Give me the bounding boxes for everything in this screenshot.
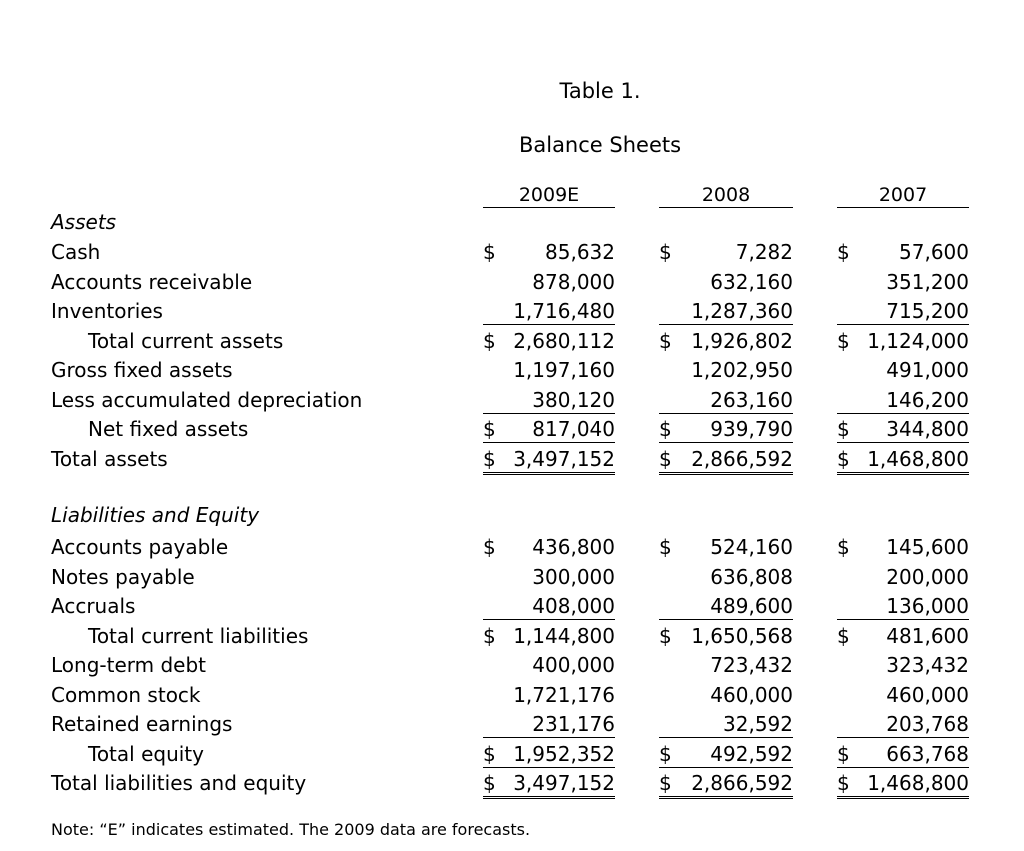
currency-symbol: $ <box>659 623 672 648</box>
table-row <box>0 268 1024 298</box>
value-cell <box>659 238 793 265</box>
cell-value: 1,721,176 <box>513 682 615 707</box>
row-label: Common stock <box>51 682 201 707</box>
table-row <box>0 592 1024 622</box>
value-cell <box>837 533 969 560</box>
currency-symbol: $ <box>837 741 850 766</box>
currency-symbol: $ <box>483 771 496 795</box>
table-title: Table 1. <box>559 79 641 103</box>
value-cell <box>837 710 969 738</box>
currency-symbol: $ <box>483 535 496 559</box>
value-cell <box>483 415 615 443</box>
cell-value: 1,926,802 <box>691 328 793 353</box>
cell-value: 723,432 <box>710 653 793 677</box>
cell-value: 663,768 <box>886 741 969 766</box>
value-cell <box>483 297 615 325</box>
currency-symbol: $ <box>837 240 850 264</box>
value-cell <box>837 297 969 325</box>
row-label: Accounts payable <box>51 535 229 559</box>
value-cell <box>659 356 793 383</box>
cell-value: 2,866,592 <box>691 446 793 471</box>
table-row <box>0 238 1024 268</box>
cell-value: 231,176 <box>532 712 615 736</box>
table-row <box>0 445 1024 475</box>
value-cell <box>837 327 969 354</box>
value-cell <box>837 356 969 383</box>
currency-symbol: $ <box>483 623 496 648</box>
row-label: Total liabilities and equity <box>51 771 307 795</box>
cell-value: 200,000 <box>886 564 969 589</box>
table-row <box>0 622 1024 652</box>
table-row <box>0 327 1024 357</box>
cell-value: 1,468,800 <box>867 771 969 795</box>
value-cell <box>483 622 615 649</box>
value-cell <box>483 740 615 768</box>
cell-value: 351,200 <box>886 269 969 294</box>
value-cell <box>483 769 615 799</box>
cell-value: 715,200 <box>886 299 969 323</box>
cell-value: 400,000 <box>532 653 615 677</box>
cell-value: 632,160 <box>710 269 793 294</box>
value-cell <box>483 268 615 295</box>
cell-value: 1,650,568 <box>691 623 793 648</box>
value-cell <box>837 238 969 265</box>
year-header-2009e: 2009E <box>483 183 615 208</box>
row-label: Accruals <box>51 594 136 618</box>
value-cell <box>837 268 969 295</box>
cell-value: 203,768 <box>886 712 969 736</box>
assets-section-label: Assets <box>51 210 117 234</box>
cell-value: 145,600 <box>886 535 969 559</box>
value-cell <box>483 386 615 414</box>
cell-value: 263,160 <box>710 387 793 412</box>
row-label: Net fixed assets <box>88 417 249 441</box>
value-cell <box>837 681 969 708</box>
value-cell <box>659 327 793 354</box>
value-cell <box>483 592 615 620</box>
cell-value: 3,497,152 <box>513 446 615 471</box>
cell-value: 481,600 <box>886 623 969 648</box>
year-header-2008: 2008 <box>659 183 793 208</box>
cell-value: 939,790 <box>710 417 793 441</box>
value-cell <box>659 769 793 799</box>
cell-value: 2,680,112 <box>513 328 615 353</box>
cell-value: 1,287,360 <box>691 299 793 323</box>
cell-value: 323,432 <box>886 653 969 677</box>
table-row <box>0 681 1024 711</box>
table-subtitle: Balance Sheets <box>518 133 682 157</box>
row-label: Total current liabilities <box>88 623 309 648</box>
cell-value: 492,592 <box>710 741 793 766</box>
currency-symbol: $ <box>483 417 496 441</box>
currency-symbol: $ <box>837 417 850 441</box>
currency-symbol: $ <box>837 328 850 353</box>
value-cell <box>483 710 615 738</box>
currency-symbol: $ <box>837 535 850 559</box>
row-label: Notes payable <box>51 564 195 589</box>
cell-value: 636,808 <box>710 564 793 589</box>
cell-value: 3,497,152 <box>513 771 615 795</box>
currency-symbol: $ <box>837 623 850 648</box>
cell-value: 2,866,592 <box>691 771 793 795</box>
value-cell <box>483 356 615 383</box>
cell-value: 1,716,480 <box>513 299 615 323</box>
cell-value: 460,000 <box>710 682 793 707</box>
cell-value: 32,592 <box>723 712 793 736</box>
row-label: Total equity <box>88 741 204 766</box>
value-cell <box>483 533 615 560</box>
value-cell <box>659 445 793 475</box>
value-cell <box>659 268 793 295</box>
currency-symbol: $ <box>659 446 672 471</box>
value-cell <box>837 740 969 768</box>
cell-value: 1,468,800 <box>867 446 969 471</box>
table-row <box>0 769 1024 799</box>
table-row <box>0 356 1024 386</box>
cell-value: 1,144,800 <box>513 623 615 648</box>
cell-value: 85,632 <box>545 240 615 264</box>
currency-symbol: $ <box>659 771 672 795</box>
value-cell <box>659 651 793 678</box>
value-cell <box>659 415 793 443</box>
currency-symbol: $ <box>483 240 496 264</box>
value-cell <box>659 681 793 708</box>
cell-value: 817,040 <box>532 417 615 441</box>
value-cell <box>483 681 615 708</box>
currency-symbol: $ <box>659 328 672 353</box>
value-cell <box>837 415 969 443</box>
value-cell <box>837 622 969 649</box>
row-label: Accounts receivable <box>51 269 253 294</box>
currency-symbol: $ <box>837 446 850 471</box>
row-label: Cash <box>51 240 101 264</box>
value-cell <box>659 592 793 620</box>
cell-value: 878,000 <box>532 269 615 294</box>
currency-symbol: $ <box>659 240 672 264</box>
value-cell <box>483 651 615 678</box>
currency-symbol: $ <box>659 535 672 559</box>
table-row <box>0 386 1024 416</box>
row-label: Retained earnings <box>51 712 233 736</box>
cell-value: 146,200 <box>886 387 969 412</box>
cell-value: 344,800 <box>886 417 969 441</box>
table-row <box>0 563 1024 593</box>
value-cell <box>659 386 793 414</box>
currency-symbol: $ <box>659 741 672 766</box>
currency-symbol: $ <box>659 417 672 441</box>
cell-value: 524,160 <box>710 535 793 559</box>
table-row <box>0 651 1024 681</box>
cell-value: 460,000 <box>886 682 969 707</box>
liabilities-section-label: Liabilities and Equity <box>51 503 260 527</box>
cell-value: 136,000 <box>886 594 969 618</box>
value-cell <box>837 386 969 414</box>
value-cell <box>837 769 969 799</box>
value-cell <box>483 445 615 475</box>
cell-value: 489,600 <box>710 594 793 618</box>
cell-value: 408,000 <box>532 594 615 618</box>
table-row <box>0 297 1024 327</box>
value-cell <box>659 563 793 590</box>
value-cell <box>659 622 793 649</box>
cell-value: 1,952,352 <box>513 741 615 766</box>
row-label: Long-term debt <box>51 653 207 677</box>
currency-symbol: $ <box>483 741 496 766</box>
cell-value: 7,282 <box>735 240 793 264</box>
table-note: Note: “E” indicates estimated. The 2009 data are forecasts. <box>51 820 531 839</box>
row-label: Gross fixed assets <box>51 358 233 382</box>
value-cell <box>659 710 793 738</box>
table-row <box>0 533 1024 563</box>
cell-value: 1,197,160 <box>513 358 615 382</box>
cell-value: 491,000 <box>886 358 969 382</box>
year-header-2007: 2007 <box>837 183 969 208</box>
value-cell <box>837 651 969 678</box>
value-cell <box>837 563 969 590</box>
table-row <box>0 415 1024 445</box>
cell-value: 1,124,000 <box>867 328 969 353</box>
value-cell <box>483 238 615 265</box>
value-cell <box>659 297 793 325</box>
currency-symbol: $ <box>837 771 850 795</box>
table-row <box>0 710 1024 740</box>
row-label: Less accumulated depreciation <box>51 387 363 412</box>
cell-value: 1,202,950 <box>691 358 793 382</box>
value-cell <box>659 533 793 560</box>
currency-symbol: $ <box>483 446 496 471</box>
cell-value: 300,000 <box>532 564 615 589</box>
value-cell <box>483 563 615 590</box>
value-cell <box>837 592 969 620</box>
cell-value: 436,800 <box>532 535 615 559</box>
row-label: Total current assets <box>88 328 284 353</box>
table-row <box>0 740 1024 770</box>
row-label: Total assets <box>51 446 168 471</box>
value-cell <box>837 445 969 475</box>
row-label: Inventories <box>51 299 163 323</box>
currency-symbol: $ <box>483 328 496 353</box>
cell-value: 380,120 <box>532 387 615 412</box>
value-cell <box>659 740 793 768</box>
value-cell <box>483 327 615 354</box>
cell-value: 57,600 <box>899 240 969 264</box>
